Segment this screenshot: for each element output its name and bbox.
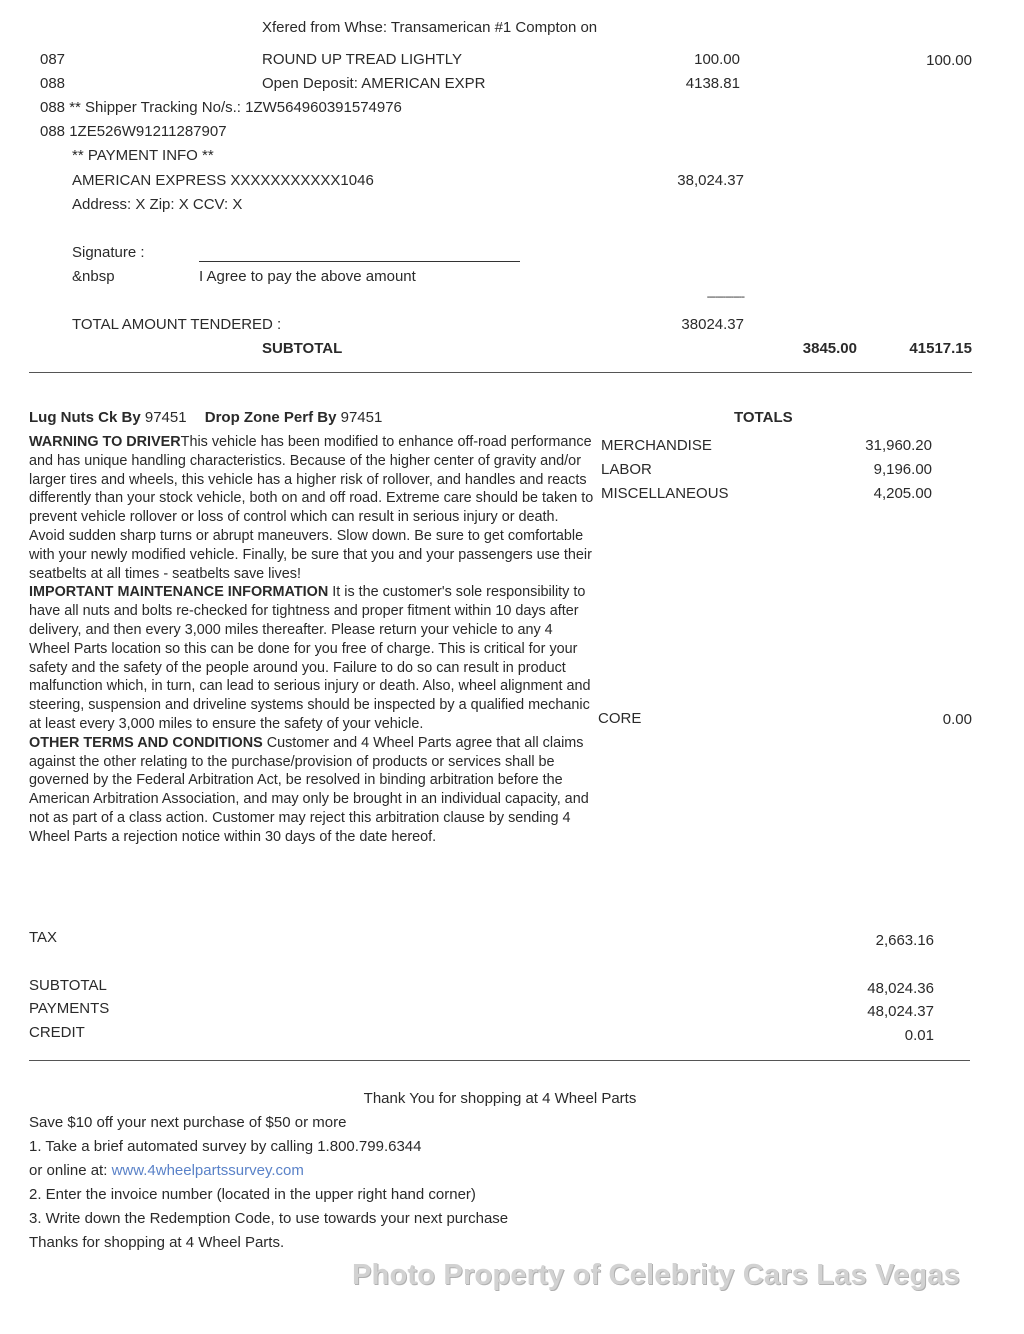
- payments-label: PAYMENTS: [29, 1000, 110, 1017]
- address-line: Address: X Zip: X CCV: X: [72, 196, 243, 213]
- subtotal-label: SUBTOTAL: [262, 340, 343, 357]
- online-line: [29, 1162, 304, 1180]
- credit-value: 0.01: [904, 1027, 934, 1044]
- line-item-total: 100.00: [926, 52, 972, 69]
- warning-text: This vehicle has been modified to enhance off-road performance and has unique handling characteristics. Because of the higher center of gravity and/or larger tires and wheels, this vehicle has a higher risk of rollover, and handles and reacts differently than your stock vehicle, both on and off road. Extreme care should be taken to prevent vehicle rollover or loss of control which can result in serious injury or death. Avoid sudden sharp turns or abrupt maneuvers. Slow down. Be sure to get comfortable with your newly modified vehicle. Finally, be sure that you and your passengers use their seatbelts at all times - seatbelts save lives!: [29, 434, 594, 582]
- payments-value: 48,024.37: [867, 1003, 934, 1020]
- amount-dashes: --------------: [706, 291, 744, 303]
- lug-nuts-label: Lug Nuts Ck By: [29, 409, 141, 426]
- survey-step-1: 1. Take a brief automated survey by calling 1.800.799.6344: [29, 1138, 422, 1155]
- thanks-line: Thanks for shopping at 4 Wheel Parts.: [29, 1234, 285, 1251]
- payment-info-header: ** PAYMENT INFO **: [72, 147, 214, 164]
- core-label: CORE: [598, 710, 642, 727]
- line-item-desc: Open Deposit: AMERICAN EXPR: [262, 75, 486, 92]
- line-item-code: 088: [40, 75, 66, 92]
- drop-zone-value: 97451: [340, 409, 383, 426]
- survey-link[interactable]: www.4wheelpartssurvey.com: [111, 1162, 304, 1179]
- tendered-label: TOTAL AMOUNT TENDERED :: [72, 316, 282, 333]
- totals-value: 9,196.00: [873, 461, 932, 478]
- checks-line: [29, 409, 382, 427]
- signature-label: Signature :: [72, 244, 145, 261]
- tracking-line: 088 ** Shipper Tracking No/s.: 1ZW564960391574976: [40, 99, 402, 116]
- warning-heading: WARNING TO DRIVER: [29, 434, 181, 450]
- subtotal-label-2: SUBTOTAL: [29, 977, 107, 994]
- subtotal-value-1: 3845.00: [802, 340, 857, 357]
- totals-heading: TOTALS: [734, 409, 793, 426]
- signature-line: [199, 261, 520, 262]
- card-amount: 38,024.37: [677, 172, 744, 189]
- xfered-line: Xfered from Whse: Transamerican #1 Compton on: [262, 19, 598, 36]
- watermark: Photo Property of Celebrity Cars Las Vegas: [352, 1259, 960, 1291]
- totals-value: 4,205.00: [873, 485, 932, 502]
- terms-heading: OTHER TERMS AND CONDITIONS: [29, 734, 263, 751]
- agree-text: I Agree to pay the above amount: [199, 268, 416, 285]
- line-item-amount: 100.00: [694, 51, 740, 68]
- totals-label: LABOR: [601, 461, 652, 478]
- tax-label: TAX: [29, 929, 58, 946]
- divider: [29, 1060, 970, 1061]
- nbsp-label: &nbsp: [72, 268, 115, 285]
- totals-value: 31,960.20: [865, 437, 932, 454]
- card-line: AMERICAN EXPRESS XXXXXXXXXXX1046: [72, 172, 374, 189]
- totals-label: MISCELLANEOUS: [601, 485, 729, 502]
- tax-value: 2,663.16: [875, 932, 934, 949]
- line-item-code: 087: [40, 51, 66, 68]
- divider: [29, 372, 972, 373]
- maintenance-heading: IMPORTANT MAINTENANCE INFORMATION: [29, 584, 329, 601]
- tendered-amount: 38024.37: [681, 316, 744, 333]
- save-offer: Save $10 off your next purchase of $50 or more: [29, 1114, 347, 1131]
- totals-label: MERCHANDISE: [601, 437, 712, 454]
- lug-nuts-value: 97451: [144, 409, 187, 426]
- subtotal-value-2: 41517.15: [909, 340, 972, 357]
- maintenance-text: It is the customer's sole responsibility to have all nuts and bolts re-checked for tightness and proper fitment within 10 days after delivery, and then every 3,000 miles thereafter. Please return your vehicle to any 4 Wheel Parts location so this can be done for you free of charge. This is critical for your safety and the safety of the people around you. Failure to do so can result in product malfunction which, in turn, can lead to serious injury or death. Also, wheel alignment and steering, suspension and driveline systems should be inspected by a qualified mechanic at least every 3,000 miles to ensure the safety of your vehicle.: [29, 584, 591, 732]
- line-item-desc: ROUND UP TREAD LIGHTLY: [262, 51, 463, 68]
- credit-label: CREDIT: [29, 1024, 85, 1041]
- disclaimer-text: [29, 433, 595, 847]
- thank-you-line: Thank You for shopping at 4 Wheel Parts: [363, 1090, 637, 1107]
- core-value: 0.00: [942, 711, 972, 728]
- tracking-line: 088 1ZE526W91211287907: [40, 123, 227, 140]
- online-prefix: or online at:: [29, 1162, 112, 1179]
- survey-step-3: 3. Write down the Redemption Code, to use towards your next purchase: [29, 1210, 509, 1227]
- terms-text: Customer and 4 Wheel Parts agree that all claims against the other relating to the purchase/provision of products or services shall be governed by the Federal Arbitration Act, be resolved in binding arbitration before the American Arbitration Association, and may only be brought in an individual capacity, and not as part of a class action. Customer may reject this arbitration clause by sending 4 Wheel Parts a rejection notice within 30 days of the date hereof.: [29, 734, 589, 845]
- drop-zone-label: Drop Zone Perf By: [204, 409, 337, 426]
- line-item-amount: 4138.81: [685, 75, 740, 92]
- survey-step-2: 2. Enter the invoice number (located in the upper right hand corner): [29, 1186, 476, 1203]
- subtotal-value-3: 48,024.36: [867, 980, 934, 997]
